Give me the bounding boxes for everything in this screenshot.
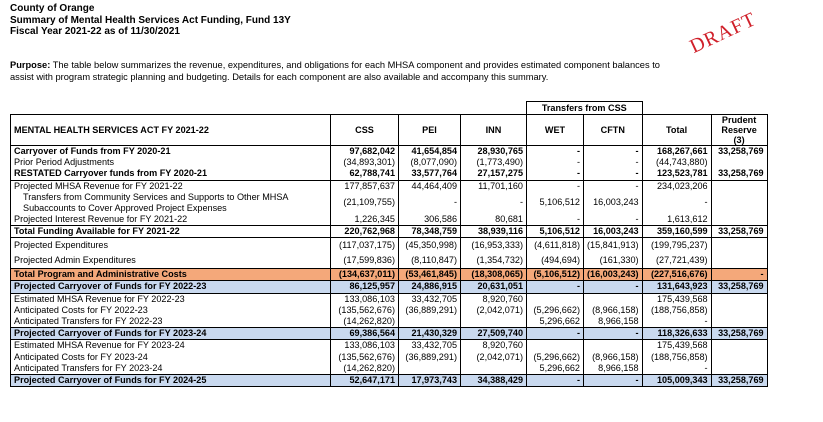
table-row [11, 168, 768, 180]
cell-prudent-reserve: 33,258,769 [711, 225, 767, 237]
cell-cftn: (16,003,243) [584, 269, 643, 281]
table-row [11, 328, 768, 340]
cell-prudent-reserve: 33,258,769 [711, 281, 767, 293]
row-label: Transfers from Community Services and Supports to Other MHSA Subaccounts to Cover Approved Project Expenses [11, 192, 331, 214]
cell-total: (188,756,858) [642, 305, 711, 316]
row-label: Projected Admin Expenditures [11, 253, 331, 269]
col-header-total: Total [642, 115, 711, 146]
row-label: Projected Carryover of Funds for FY 2024-25 [11, 374, 331, 386]
cell-css: 52,647,171 [331, 374, 399, 386]
cell-wet: (4,611,818) [527, 238, 584, 254]
cell-pei: 41,654,854 [399, 146, 461, 158]
purpose-text: The table below summarizes the revenue, expenditures, and obligations for each MHSA component and provides estimated component balances to assist with program strategic planning and budgeting. Details for each component are also available and accompany this summary. [10, 60, 660, 82]
cell-inn: 34,388,429 [461, 374, 527, 386]
cell-cftn: - [584, 281, 643, 293]
row-label: Projected MHSA Revenue for FY 2021-22 [11, 180, 331, 192]
cell-wet: - [527, 281, 584, 293]
cell-wet: - [527, 168, 584, 180]
col-header-prudent-reserve: Prudent Reserve (3) [711, 115, 767, 146]
cell-wet [527, 293, 584, 305]
table-row [11, 214, 768, 226]
row-label: Total Funding Available for FY 2021-22 [11, 225, 331, 237]
row-label: Estimated MHSA Revenue for FY 2022-23 [11, 293, 331, 305]
report-header [10, 3, 291, 38]
cell-pei: (8,077,090) [399, 157, 461, 168]
cell-pei: (36,889,291) [399, 351, 461, 362]
cell-cftn: 8,966,158 [584, 316, 643, 328]
cell-total: 1,613,612 [642, 214, 711, 226]
table-row [11, 305, 768, 316]
cell-prudent-reserve [711, 293, 767, 305]
cell-prudent-reserve [711, 363, 767, 375]
cell-total: - [642, 192, 711, 214]
cell-inn: 8,920,760 [461, 340, 527, 352]
cell-cftn [584, 340, 643, 352]
table-row [11, 281, 768, 293]
cell-pei: (8,110,847) [399, 253, 461, 269]
cell-prudent-reserve [711, 340, 767, 352]
cell-pei: 21,430,329 [399, 328, 461, 340]
cell-css: 69,386,564 [331, 328, 399, 340]
cell-wet: (494,694) [527, 253, 584, 269]
table-row [11, 316, 768, 328]
county-name: County of Orange [10, 3, 95, 14]
mhsa-funding-table [10, 101, 768, 387]
cell-pei: 24,886,915 [399, 281, 461, 293]
cell-total: 175,439,568 [642, 340, 711, 352]
row-label: Prior Period Adjustments [11, 157, 331, 168]
cell-total: 359,160,599 [642, 225, 711, 237]
table-row [11, 146, 768, 158]
cell-pei: 306,586 [399, 214, 461, 226]
cell-cftn: - [584, 214, 643, 226]
cell-inn: 80,681 [461, 214, 527, 226]
cell-inn: (16,953,333) [461, 238, 527, 254]
table-row [11, 293, 768, 305]
cell-inn: 27,157,275 [461, 168, 527, 180]
row-label: Projected Carryover of Funds for FY 2022-23 [11, 281, 331, 293]
cell-css: 97,682,042 [331, 146, 399, 158]
cell-prudent-reserve [711, 180, 767, 192]
cell-prudent-reserve [711, 253, 767, 269]
cell-wet: - [527, 146, 584, 158]
table-row [11, 351, 768, 362]
cell-total: 175,439,568 [642, 293, 711, 305]
cell-wet: 5,106,512 [527, 192, 584, 214]
cell-total: (27,721,439) [642, 253, 711, 269]
cell-total: 131,643,923 [642, 281, 711, 293]
col-header-cftn: CFTN [584, 115, 643, 146]
cell-inn: 8,920,760 [461, 293, 527, 305]
cell-pei: 17,973,743 [399, 374, 461, 386]
cell-inn: - [461, 192, 527, 214]
table-row [11, 238, 768, 254]
cell-pei: 33,577,764 [399, 168, 461, 180]
cell-css: (34,893,301) [331, 157, 399, 168]
cell-cftn: - [584, 374, 643, 386]
row-label: Estimated MHSA Revenue for FY 2023-24 [11, 340, 331, 352]
cell-prudent-reserve [711, 351, 767, 362]
table-row [11, 192, 768, 214]
cell-pei: (36,889,291) [399, 305, 461, 316]
cell-prudent-reserve: 33,258,769 [711, 328, 767, 340]
row-label: Anticipated Transfers for FY 2023-24 [11, 363, 331, 375]
cell-css: 133,086,103 [331, 340, 399, 352]
row-label: Total Program and Administrative Costs [11, 269, 331, 281]
fiscal-year: Fiscal Year 2021-22 as of 11/30/2021 [10, 26, 180, 37]
cell-wet: - [527, 374, 584, 386]
cell-inn: (18,308,065) [461, 269, 527, 281]
cell-pei: 44,464,409 [399, 180, 461, 192]
cell-cftn [584, 293, 643, 305]
cell-total: 168,267,661 [642, 146, 711, 158]
cell-css: (134,637,011) [331, 269, 399, 281]
cell-prudent-reserve [711, 214, 767, 226]
transfers-group-header: Transfers from CSS [527, 102, 643, 115]
report-title: Summary of Mental Health Services Act Funding, Fund 13Y [10, 14, 291, 26]
cell-cftn: - [584, 180, 643, 192]
row-label: Projected Expenditures [11, 238, 331, 254]
cell-total: (227,516,676) [642, 269, 711, 281]
cell-prudent-reserve: 33,258,769 [711, 374, 767, 386]
cell-inn: (2,042,071) [461, 351, 527, 362]
col-header-inn: INN [461, 115, 527, 146]
cell-wet: (5,296,662) [527, 351, 584, 362]
draft-watermark: DRAFT [686, 8, 760, 58]
cell-total: (188,756,858) [642, 351, 711, 362]
cell-pei: - [399, 192, 461, 214]
table-row [11, 340, 768, 352]
cell-css: (135,562,676) [331, 305, 399, 316]
cell-prudent-reserve [711, 192, 767, 214]
cell-prudent-reserve [711, 238, 767, 254]
cell-prudent-reserve [711, 157, 767, 168]
cell-inn [461, 316, 527, 328]
cell-inn: 38,939,116 [461, 225, 527, 237]
col-header-css: CSS [331, 115, 399, 146]
col-header-pei: PEI [399, 115, 461, 146]
cell-cftn: 16,003,243 [584, 192, 643, 214]
cell-cftn: - [584, 168, 643, 180]
cell-inn: (1,354,732) [461, 253, 527, 269]
cell-pei [399, 316, 461, 328]
cell-css: (14,262,820) [331, 363, 399, 375]
cell-cftn: (15,841,913) [584, 238, 643, 254]
cell-total: - [642, 363, 711, 375]
cell-css: (14,262,820) [331, 316, 399, 328]
cell-wet: - [527, 328, 584, 340]
table-row [11, 374, 768, 386]
purpose-label: Purpose: [10, 60, 51, 70]
cell-pei: (45,350,998) [399, 238, 461, 254]
cell-css: 133,086,103 [331, 293, 399, 305]
cell-pei: 78,348,759 [399, 225, 461, 237]
cell-pei: (53,461,845) [399, 269, 461, 281]
cell-pei: 33,432,705 [399, 293, 461, 305]
cell-inn: 20,631,051 [461, 281, 527, 293]
cell-inn: 11,701,160 [461, 180, 527, 192]
table-row [11, 269, 768, 281]
cell-inn [461, 363, 527, 375]
cell-inn: 28,930,765 [461, 146, 527, 158]
row-label: Projected Carryover of Funds for FY 2023-24 [11, 328, 331, 340]
cell-wet: (5,296,662) [527, 305, 584, 316]
cell-pei: 33,432,705 [399, 340, 461, 352]
cell-wet: - [527, 214, 584, 226]
cell-css: 220,762,968 [331, 225, 399, 237]
row-label: Anticipated Costs for FY 2023-24 [11, 351, 331, 362]
cell-prudent-reserve: 33,258,769 [711, 168, 767, 180]
cell-total: 123,523,781 [642, 168, 711, 180]
cell-cftn: 16,003,243 [584, 225, 643, 237]
col-header-label: MENTAL HEALTH SERVICES ACT FY 2021-22 [11, 115, 331, 146]
cell-cftn: (8,966,158) [584, 351, 643, 362]
cell-wet: - [527, 157, 584, 168]
cell-cftn: (8,966,158) [584, 305, 643, 316]
cell-wet: (5,106,512) [527, 269, 584, 281]
cell-wet [527, 340, 584, 352]
table-row [11, 253, 768, 269]
cell-wet: 5,106,512 [527, 225, 584, 237]
cell-cftn: - [584, 328, 643, 340]
row-label: Anticipated Costs for FY 2022-23 [11, 305, 331, 316]
row-label: RESTATED Carryover funds from FY 2020-21 [11, 168, 331, 180]
cell-cftn: - [584, 157, 643, 168]
cell-total: (199,795,237) [642, 238, 711, 254]
cell-inn: (2,042,071) [461, 305, 527, 316]
table-body [11, 146, 768, 387]
cell-css: 62,788,741 [331, 168, 399, 180]
table-row [11, 180, 768, 192]
cell-wet: - [527, 180, 584, 192]
col-header-wet: WET [527, 115, 584, 146]
cell-total: 118,326,633 [642, 328, 711, 340]
row-label: Carryover of Funds from FY 2020-21 [11, 146, 331, 158]
cell-cftn: 8,966,158 [584, 363, 643, 375]
cell-css: (135,562,676) [331, 351, 399, 362]
cell-cftn: - [584, 146, 643, 158]
cell-css: 86,125,957 [331, 281, 399, 293]
cell-css: 177,857,637 [331, 180, 399, 192]
cell-wet: 5,296,662 [527, 363, 584, 375]
table-row [11, 363, 768, 375]
cell-cftn: (161,330) [584, 253, 643, 269]
cell-css: (117,037,175) [331, 238, 399, 254]
cell-pei [399, 363, 461, 375]
cell-css: (21,109,755) [331, 192, 399, 214]
cell-total: 105,009,343 [642, 374, 711, 386]
cell-prudent-reserve [711, 305, 767, 316]
cell-prudent-reserve: 33,258,769 [711, 146, 767, 158]
cell-total: 234,023,206 [642, 180, 711, 192]
cell-inn: 27,509,740 [461, 328, 527, 340]
cell-total: (44,743,880) [642, 157, 711, 168]
table-row [11, 157, 768, 168]
row-label: Anticipated Transfers for FY 2022-23 [11, 316, 331, 328]
cell-wet: 5,296,662 [527, 316, 584, 328]
cell-inn: (1,773,490) [461, 157, 527, 168]
cell-prudent-reserve [711, 316, 767, 328]
cell-prudent-reserve: - [711, 269, 767, 281]
purpose-paragraph [10, 60, 670, 83]
cell-total: - [642, 316, 711, 328]
cell-css: 1,226,345 [331, 214, 399, 226]
cell-css: (17,599,836) [331, 253, 399, 269]
table-row [11, 225, 768, 237]
row-label: Projected Interest Revenue for FY 2021-22 [11, 214, 331, 226]
